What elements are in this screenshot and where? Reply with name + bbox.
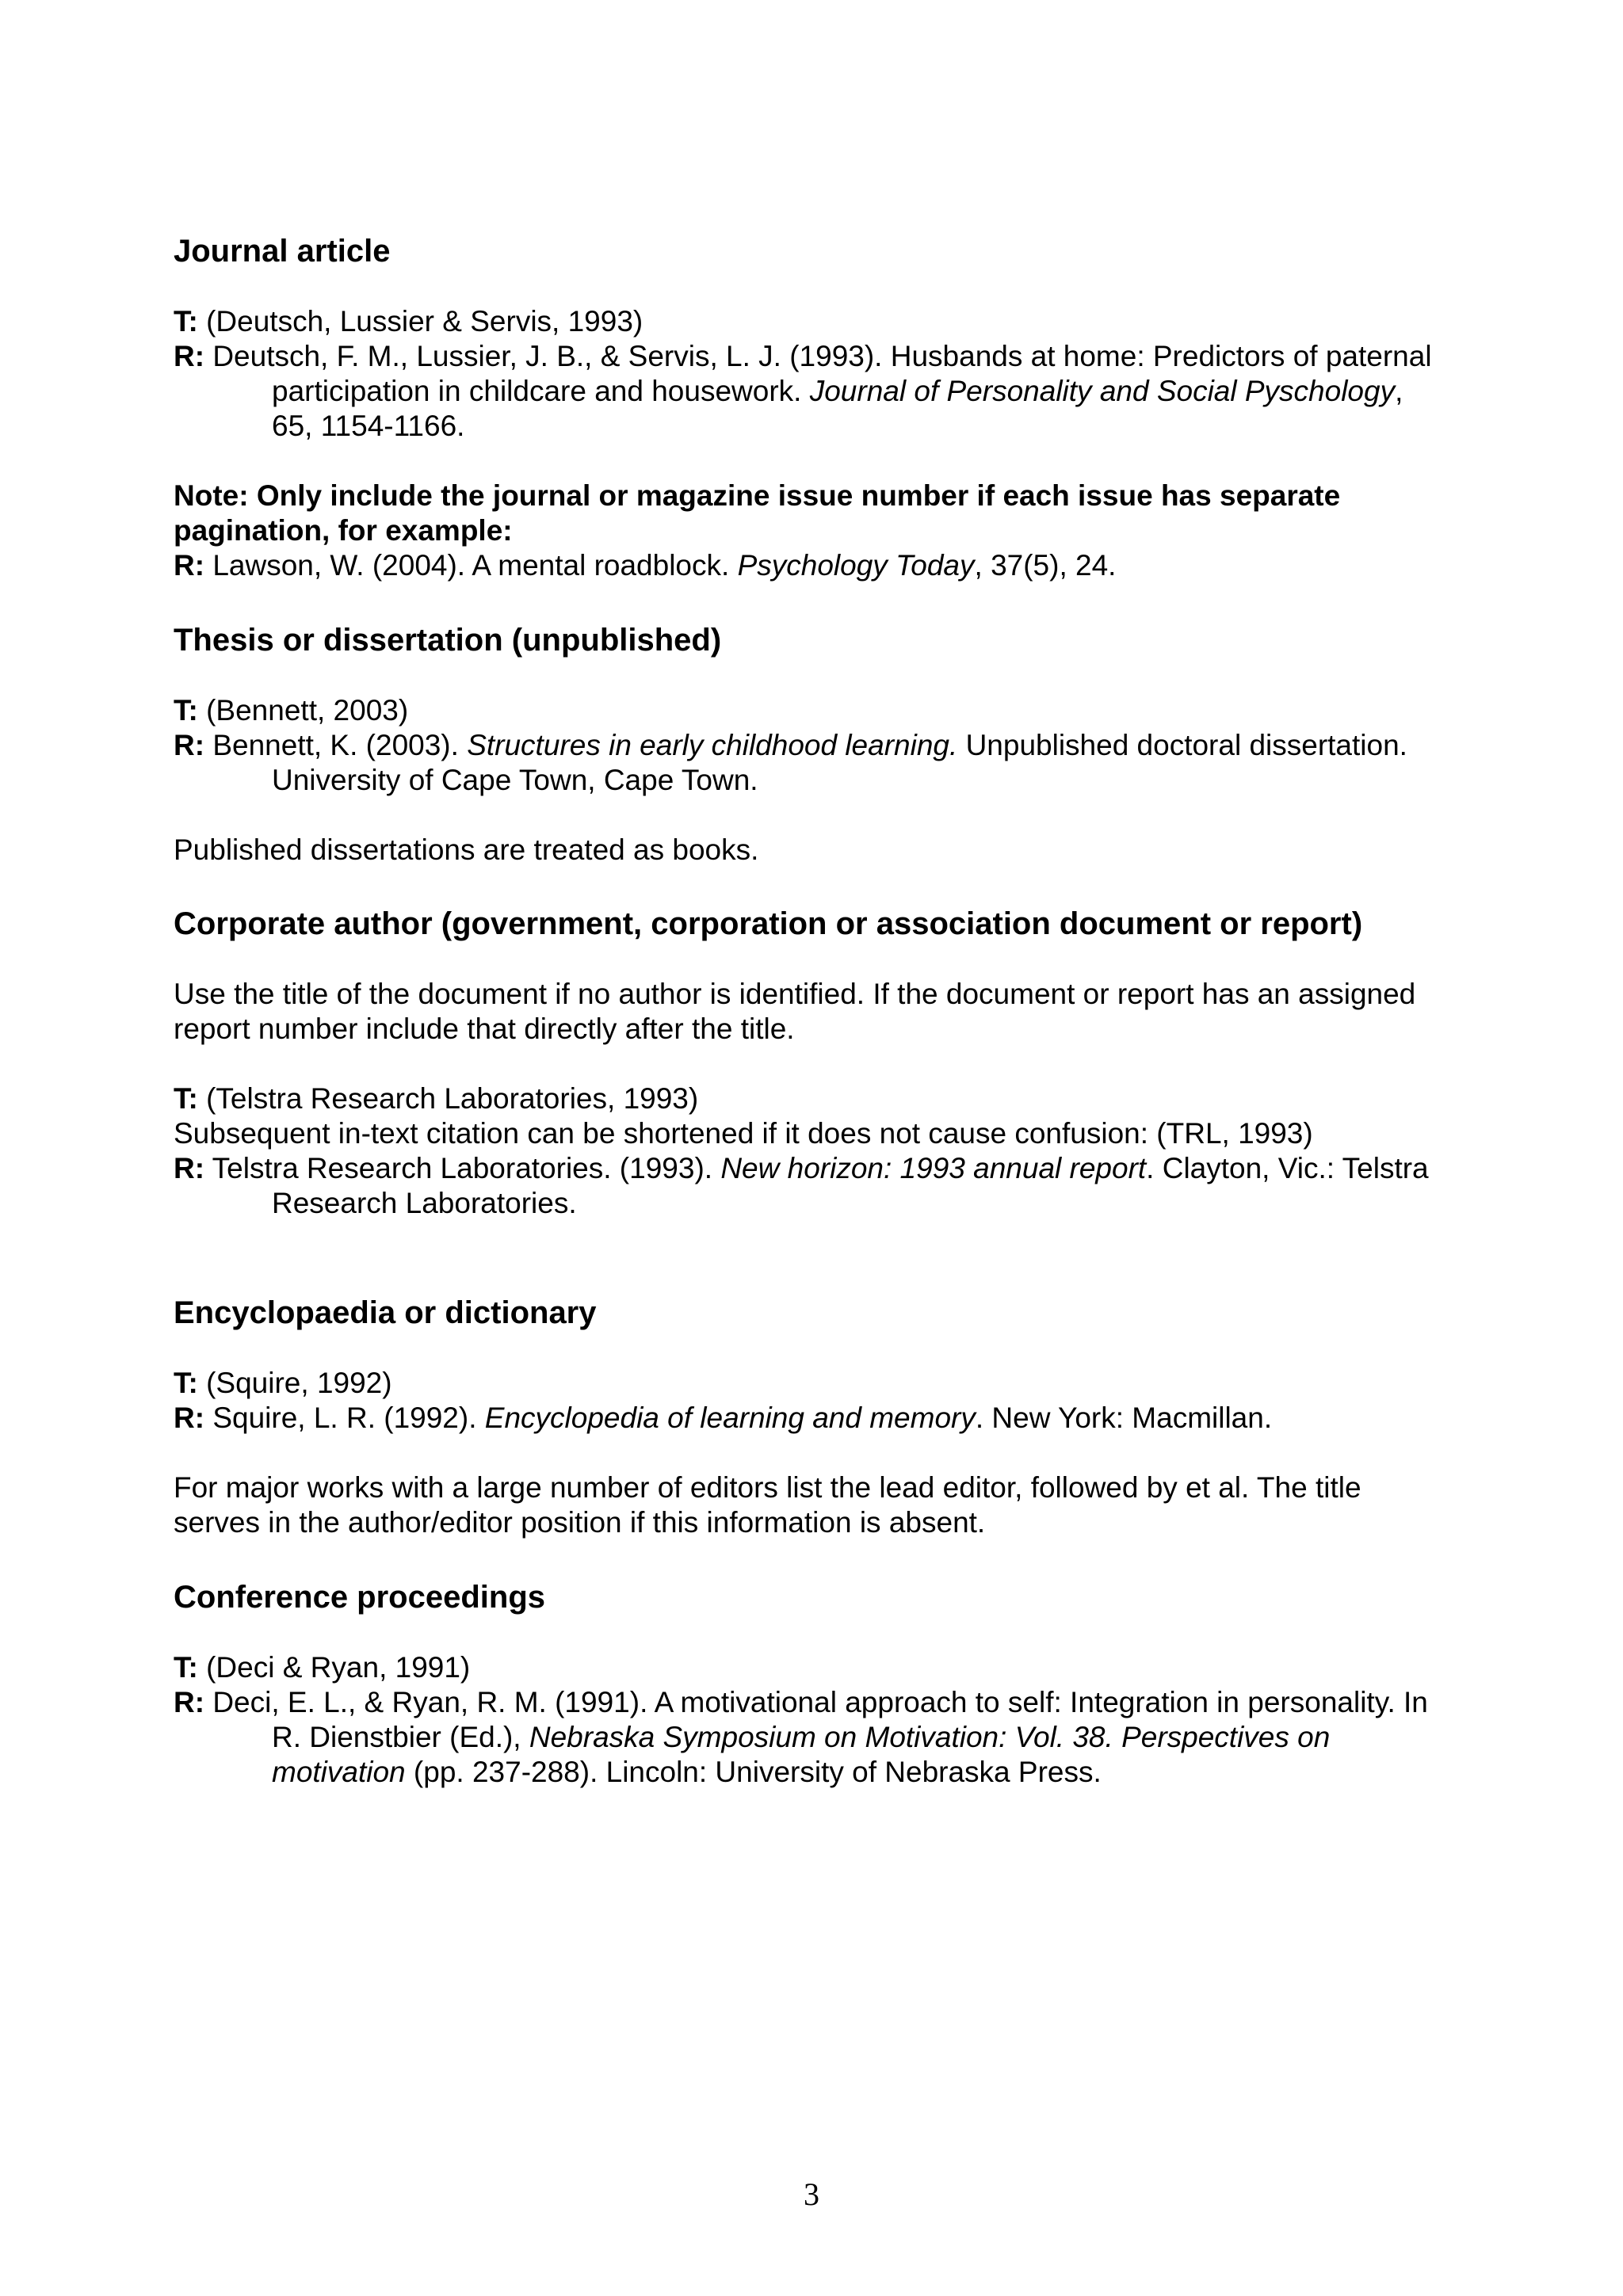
reference-thesis	[174, 728, 1442, 798]
reference-corporate	[174, 1151, 1442, 1221]
reference-title: Journal of Personality and Social Pyschology	[809, 375, 1396, 407]
text-citation-thesis	[174, 693, 1442, 728]
label-r: R:	[174, 340, 205, 372]
citation-text: (Squire, 1992)	[206, 1367, 392, 1399]
citation-text: (Deci & Ryan, 1991)	[206, 1651, 471, 1684]
text-citation-journal	[174, 304, 1442, 339]
page-number: 3	[804, 2176, 819, 2212]
text-citation-corporate	[174, 1081, 1442, 1116]
label-r: R:	[174, 729, 205, 761]
reference-text: Squire, L. R. (1992).	[212, 1402, 477, 1434]
citation-text: (Deutsch, Lussier & Servis, 1993)	[206, 305, 643, 338]
reference-text-end: , 65, 1154-1166.	[272, 375, 1403, 442]
label-t: T:	[174, 1651, 198, 1684]
text-citation-conference	[174, 1650, 1442, 1685]
reference-text-end: Unpublished doctoral dissertation. University of Cape Town, Cape Town.	[272, 729, 1407, 796]
reference-text: Deci, E. L., & Ryan, R. M. (1991). A motivational approach to self: Integration in personality. In R. Dienstbier (Ed.),	[212, 1686, 1428, 1753]
label-r: R:	[174, 1402, 205, 1434]
reference-text-end: (pp. 237-288). Lincoln: University of Nebraska Press.	[413, 1756, 1102, 1788]
reference-text-end: . Clayton, Vic.: Telstra Research Laboratories.	[272, 1152, 1429, 1219]
note-issue-number: Note: Only include the journal or magazine issue number if each issue has separate pagination, for example:	[174, 479, 1341, 547]
citation-text: (Telstra Research Laboratories, 1993)	[206, 1082, 699, 1115]
text-subsequent-citation: Subsequent in-text citation can be shortened if it does not cause confusion: (TRL, 1993)	[174, 1117, 1313, 1150]
label-t: T:	[174, 1367, 198, 1399]
text-corporate-intro: Use the title of the document if no author is identified. If the document or report has an assigned report number include that directly after the title.	[174, 978, 1416, 1045]
heading-journal-article: Journal article	[174, 234, 391, 269]
reference-text: Deutsch, F. M., Lussier, J. B., & Servis, L. J. (1993). Husbands at home: Predictors of paternal participation in childcare and housework.	[212, 340, 1432, 407]
reference-lawson	[174, 548, 1442, 583]
reference-title: Encyclopedia of learning and memory	[484, 1402, 976, 1434]
reference-conference	[174, 1685, 1442, 1790]
citation-text: (Bennett, 2003)	[206, 694, 409, 727]
label-r: R:	[174, 1152, 205, 1184]
reference-journal	[174, 339, 1442, 444]
reference-text: Telstra Research Laboratories. (1993).	[212, 1152, 713, 1184]
reference-title: New horizon: 1993 annual report	[720, 1152, 1147, 1184]
heading-conference: Conference proceedings	[174, 1580, 546, 1615]
reference-text: Bennett, K. (2003).	[212, 729, 459, 761]
label-t: T:	[174, 694, 198, 727]
label-t: T:	[174, 1082, 198, 1115]
heading-encyclopaedia: Encyclopaedia or dictionary	[174, 1295, 597, 1330]
reference-encyclopaedia	[174, 1401, 1442, 1436]
label-r: R:	[174, 1686, 205, 1718]
reference-text-end: . New York: Macmillan.	[975, 1402, 1273, 1434]
label-r: R:	[174, 549, 205, 582]
reference-title: Structures in early childhood learning.	[467, 729, 958, 761]
section-thesis	[174, 620, 1442, 868]
note-published-dissertations: Published dissertations are treated as books.	[174, 833, 759, 866]
section-conference	[174, 1577, 1442, 1790]
label-t: T:	[174, 305, 198, 338]
section-journal-article	[174, 231, 1442, 583]
reference-text: Lawson, W. (2004). A mental roadblock.	[212, 549, 730, 582]
reference-title: Psychology Today	[737, 549, 975, 582]
section-encyclopaedia	[174, 1293, 1442, 1540]
reference-text-end: , 37(5), 24.	[974, 549, 1117, 582]
heading-corporate-author: Corporate author (government, corporation or association document or report)	[174, 906, 1363, 941]
reference-title: Nebraska Symposium on Motivation: Vol. 38. Perspectives on motivation	[272, 1721, 1331, 1788]
heading-thesis: Thesis or dissertation (unpublished)	[174, 623, 722, 658]
note-major-works: For major works with a large number of editors list the lead editor, followed by et al. The title serves in the author/editor position if this information is absent.	[174, 1471, 1361, 1539]
text-citation-encyclopaedia	[174, 1366, 1442, 1401]
section-corporate-author	[174, 904, 1442, 1221]
